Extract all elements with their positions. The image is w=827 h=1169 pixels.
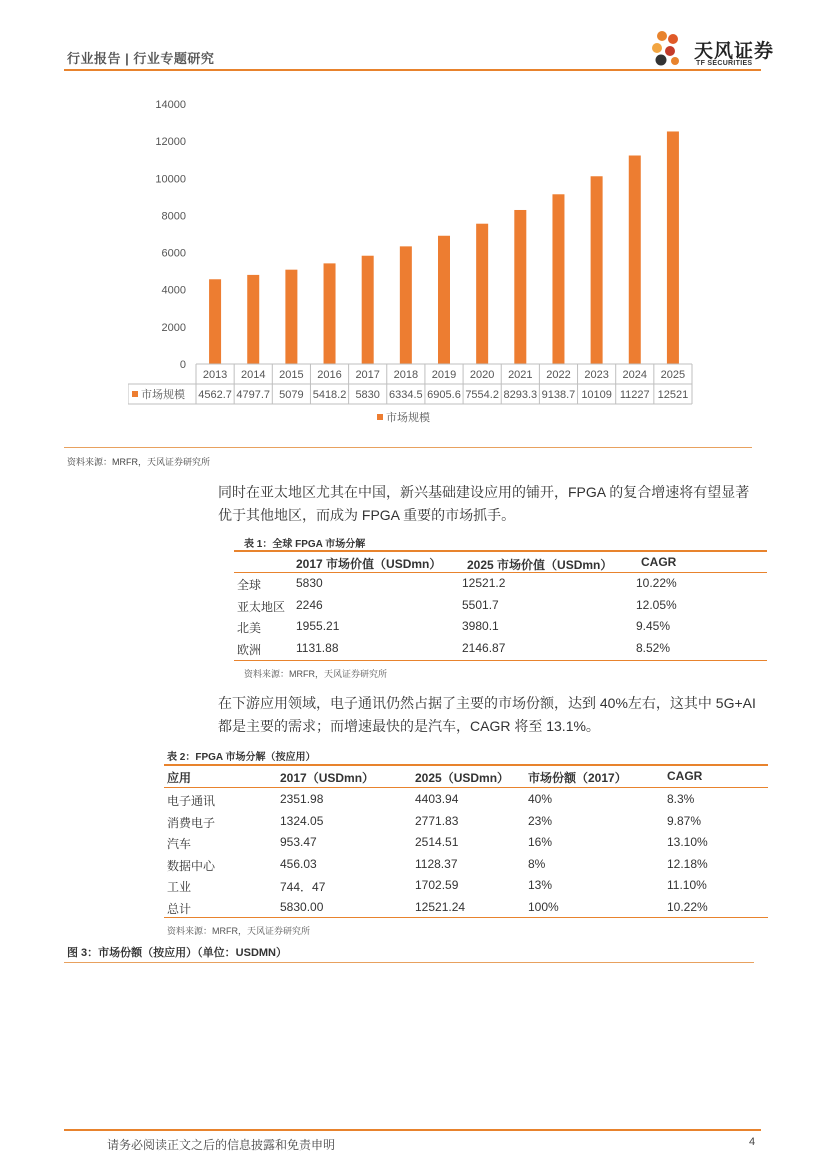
table2-cell: 2771.83 (415, 813, 459, 828)
bar-2016 (324, 263, 336, 364)
table2-cell: 16% (528, 835, 553, 850)
table1-header-2017: 2017 市场价值（USDmn） (296, 557, 442, 571)
row-legend-swatch (132, 391, 138, 397)
bar-2013 (209, 279, 221, 364)
market-size-bar-chart (128, 92, 708, 437)
table2-cell: 8% (528, 856, 546, 871)
x-tick-label: 2017 (355, 369, 380, 381)
x-tick-label: 2015 (279, 369, 304, 381)
table2-cell: 1324.05 (280, 813, 324, 828)
x-tick-label: 2025 (660, 369, 686, 381)
table2-cell: 2351.98 (280, 792, 324, 806)
paragraph-downstream: 在下游应用领域，电子通讯仍然占据了主要的市场份额，达到 40%左右，这其中 5G+AI 都是主要的需求；而增速最快的是汽车，CAGR 将至 13.1%。 (218, 695, 756, 734)
bar-2024 (629, 155, 641, 364)
data-label: 9138.7 (541, 389, 576, 401)
table2-cell: 消费电子 (167, 815, 216, 830)
y-axis-labels (155, 99, 186, 371)
table2-cell: 电子通讯 (167, 794, 216, 808)
table2-cell: 13% (528, 878, 553, 893)
table1-header-cagr: CAGR (641, 555, 677, 569)
logo-petal-icon (652, 43, 662, 53)
header-divider (64, 69, 761, 71)
table2-cell: 40% (528, 792, 553, 806)
logo-petal-icon (668, 34, 678, 44)
bar-2015 (285, 270, 297, 364)
table2-cell: 4403.94 (415, 792, 459, 806)
table2-cell: 11.10% (667, 878, 707, 893)
table1-cell: 1131.88 (296, 640, 339, 655)
table1-cell: 9.45% (636, 619, 671, 633)
paragraph-asia-pacific: 同时在亚太地区尤其在中国，新兴基础建设应用的铺开，FPGA 的复合增速将有望显著优于其他地区，而成为 FPGA 重要的市场抓手。 (218, 484, 750, 523)
table2-cell: 2514.51 (415, 835, 459, 850)
bar-2017 (362, 256, 374, 364)
logo-petal-icon (657, 31, 667, 41)
footer-disclaimer: 请务必阅读正文之后的信息披露和免责申明 (107, 1138, 336, 1152)
bar-2014 (247, 275, 259, 364)
chart-bottom-divider (64, 447, 752, 448)
table1-cell: 欧洲 (237, 642, 262, 657)
x-tick-label: 2014 (240, 369, 266, 381)
bar-2020 (476, 224, 488, 364)
table1-title: 表 1：全球 FPGA 市场分解 (244, 539, 366, 550)
table1-bottom-rule (234, 660, 767, 661)
y-tick-label: 4000 (161, 284, 186, 297)
table2-cell: 12.18% (667, 856, 708, 871)
table2-cell: 汽车 (167, 837, 192, 852)
table2-cell: 1128.37 (415, 856, 458, 871)
table1-header-rule (234, 572, 767, 573)
y-tick-label: 0 (179, 359, 186, 371)
data-label: 6905.6 (427, 389, 461, 401)
data-label: 6334.5 (389, 389, 423, 401)
data-label: 4562.7 (198, 389, 232, 401)
figure3-title: 图 3：市场份额（按应用）（单位：USDMN） (67, 947, 288, 959)
table1-cell: 3980.1 (462, 619, 499, 633)
table1-cell: 12521.2 (462, 576, 506, 590)
x-tick-label: 2020 (469, 369, 495, 381)
chart-source-note: 资料来源：MRFR，天风证券研究所 (67, 457, 210, 467)
footer-divider (64, 1129, 761, 1131)
bar-2019 (438, 236, 450, 364)
table1-cell: 全球 (237, 578, 262, 592)
table2-title: 表 2：FPGA 市场分解（按应用） (167, 752, 316, 763)
y-tick-label: 8000 (161, 210, 186, 223)
table1-cell: 8.52% (636, 640, 671, 655)
data-label: 10109 (581, 389, 612, 401)
table1-cell: 10.22% (636, 576, 677, 590)
table2-cell: 总计 (167, 902, 192, 916)
x-tick-label: 2016 (317, 369, 342, 381)
table2-cell: 100% (528, 900, 559, 914)
bar-2022 (552, 194, 564, 364)
table1-cell: 北美 (237, 621, 262, 635)
table2-bottom-rule (164, 917, 768, 918)
logo-petal-icon (656, 55, 667, 66)
bar-2025 (667, 131, 679, 364)
y-tick-label: 14000 (155, 99, 186, 111)
brand-subtitle: TF SECURITIES (696, 60, 753, 67)
data-label: 4797.7 (236, 389, 271, 401)
bars (209, 131, 679, 364)
y-tick-label: 6000 (161, 247, 186, 260)
table2-source-note: 资料来源：MRFR，天风证券研究所 (167, 926, 310, 936)
bar-2021 (514, 210, 526, 364)
table2-cell: 953.47 (280, 835, 317, 850)
table2-cell: 8.3% (667, 792, 695, 806)
x-tick-label: 2013 (202, 369, 228, 381)
table1-top-rule (234, 550, 767, 552)
table2-header-cell: 2025（USDmn） (415, 771, 510, 785)
logo-petal-icon (665, 46, 675, 56)
table2-header-cell: CAGR (667, 769, 703, 783)
table2-header-cell: 市场份额（2017） (528, 771, 627, 785)
row-legend-label: 市场规模 (141, 389, 185, 401)
bar-2023 (591, 176, 603, 364)
table2-cell: 23% (528, 813, 553, 828)
table2-header-cell: 应用 (167, 771, 192, 785)
legend-swatch (377, 414, 383, 420)
x-tick-label: 2019 (431, 369, 457, 381)
table1-cell: 亚太地区 (237, 599, 286, 614)
table2-cell: 12521.24 (415, 900, 466, 914)
chart-data-table (128, 364, 692, 404)
table2-cell: 13.10% (667, 835, 708, 850)
table2-cell: 5830.00 (280, 900, 324, 914)
table2-cell: 10.22% (667, 900, 708, 914)
y-tick-label: 12000 (155, 136, 186, 149)
data-label: 8293.3 (503, 389, 538, 401)
table1-cell: 5501.7 (462, 597, 499, 612)
legend-label: 市场规模 (386, 412, 430, 424)
table1-cell: 1955.21 (296, 619, 340, 633)
table1-header-2025: 2025 市场价值（USDmn） (467, 558, 613, 572)
data-label: 5830 (355, 389, 380, 401)
data-label: 12521 (657, 389, 689, 401)
table2-top-rule (164, 764, 768, 766)
data-label: 5418.2 (312, 389, 347, 401)
logo-petal-icon (671, 57, 679, 65)
y-tick-label: 2000 (161, 321, 186, 334)
x-tick-label: 2024 (622, 369, 648, 381)
table1-source-note: 资料来源：MRFR，天风证券研究所 (244, 669, 387, 679)
table2-cell: 数据中心 (167, 858, 216, 873)
data-label: 7554.2 (465, 389, 499, 401)
table1-cell: 2146.87 (462, 640, 506, 655)
table2-cell: 9.87% (667, 813, 702, 828)
table2-cell: 456.03 (280, 856, 317, 871)
table2-cell: 工业 (167, 880, 192, 895)
table1-cell: 5830 (296, 576, 323, 590)
brand-name: 天风证券 (694, 41, 775, 62)
chart-legend (377, 410, 430, 424)
figure3-divider (64, 962, 754, 963)
page-number: 4 (749, 1136, 756, 1148)
x-tick-label: 2023 (584, 369, 609, 381)
table2-cell: 744．47 (280, 880, 326, 895)
data-label: 5079 (279, 389, 304, 401)
bar-2018 (400, 246, 412, 364)
table2-header-rule (164, 787, 768, 788)
x-tick-label: 2018 (393, 369, 419, 381)
table2-header-cell: 2017（USDmn） (280, 771, 375, 785)
report-section-title: 行业报告 | 行业专题研究 (67, 51, 215, 66)
y-tick-label: 10000 (155, 173, 186, 186)
x-tick-label: 2021 (508, 369, 533, 381)
table1-cell: 2246 (296, 597, 323, 612)
x-tick-label: 2022 (546, 369, 571, 381)
table2-cell: 1702.59 (415, 878, 459, 893)
table1-cell: 12.05% (636, 597, 677, 612)
data-label: 11227 (619, 389, 650, 401)
